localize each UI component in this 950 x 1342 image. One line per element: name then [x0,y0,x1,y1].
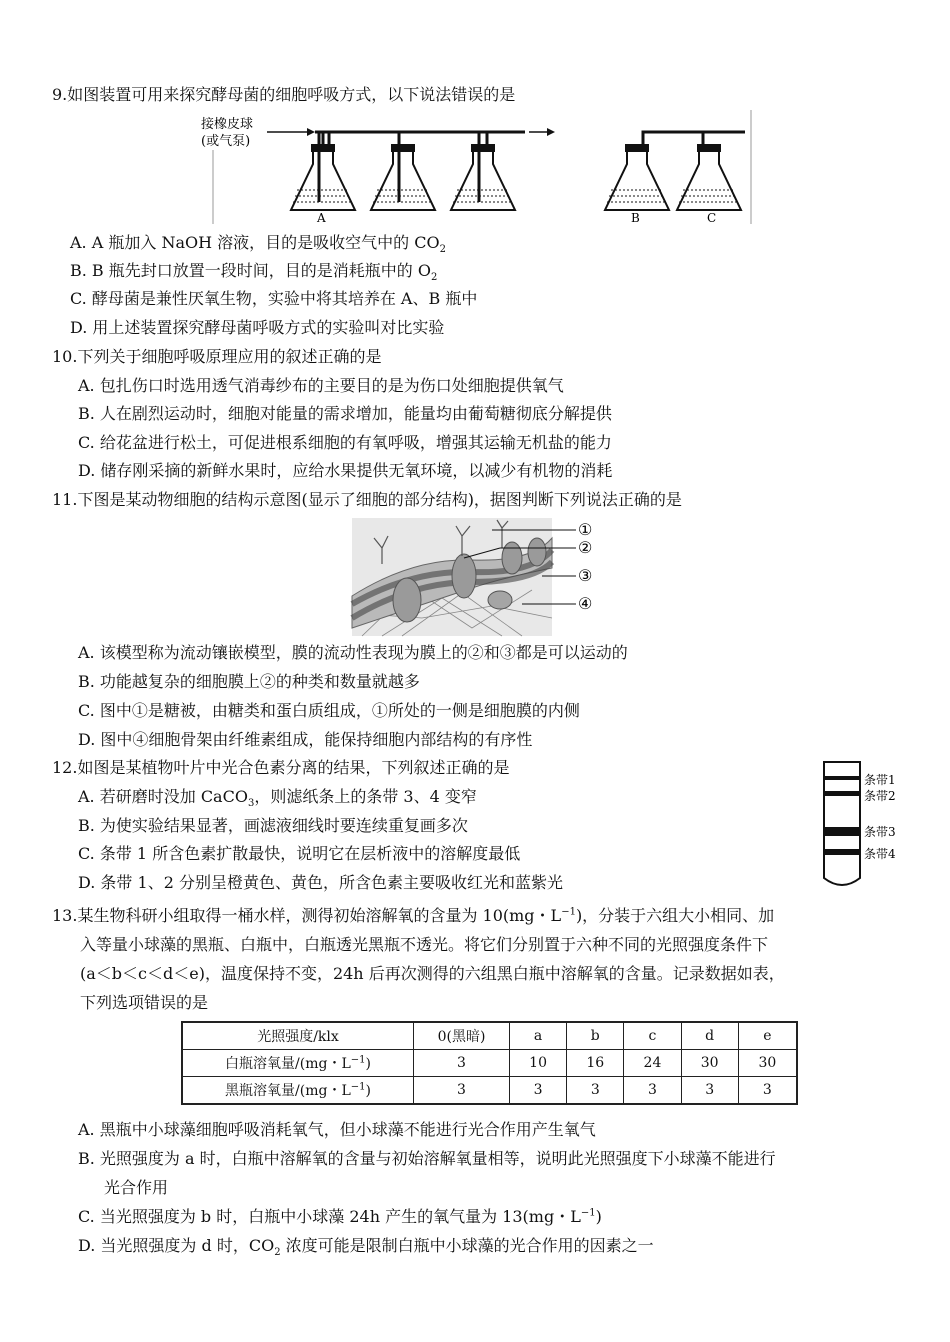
table-cell: 3 [681,1077,738,1105]
table-cell: 3 [510,1077,567,1105]
table-cell: 10 [510,1050,567,1077]
table-cell: 30 [738,1050,797,1077]
band-4 [824,849,860,855]
table-header-row [182,1022,797,1050]
band-1 [824,776,860,780]
band-2-label: 条带2 [864,789,896,803]
band-3-label: 条带3 [864,825,896,839]
q13-stem-line1: 13.某生物科研小组取得一桶水样，测得初始溶解氧的含量为 10(mg・$L^{-1}$)，分装于六组大小相同、加 [52,906,775,925]
q9-option-a: A. A 瓶加入 NaOH 溶液，目的是吸收空气中的 $CO_2$ [70,233,446,256]
q13-option-b-line1: B. 光照强度为 a 时，白瓶中溶解氧的含量与初始溶解氧量相等，说明此光照强度下小球藻不能进行 [78,1149,776,1168]
flask-a2 [371,132,435,210]
band-3 [824,827,860,836]
table-cell: 30 [681,1050,738,1077]
q13-option-c: C. 当光照强度为 b 时，白瓶中小球藻 24h 产生的氧气量为 13(mg・$L^{-1}$) [78,1207,602,1226]
band-1-label: 条带1 [864,773,896,787]
marker-1: ① [578,520,593,539]
row-label: 白瓶溶氧量/(mg・$L^{-1}$) [182,1050,414,1077]
header-cell: d [681,1022,738,1050]
table-cell: 3 [624,1077,681,1105]
flask-b [605,144,669,210]
q10-option-a: A. 包扎伤口时选用透气消毒纱布的主要目的是为伤口处细胞提供氧气 [78,376,564,395]
label-b: B [631,211,640,225]
q12-stem: 12.如图是某植物叶片中光合色素分离的结果，下列叙述正确的是 [52,758,510,777]
q12-option-c: C. 条带 1 所含色素扩散最快，说明它在层析液中的溶解度最低 [78,844,521,863]
q11-option-c: C. 图中①是糖被，由糖类和蛋白质组成，①所处的一侧是细胞膜的内侧 [78,701,580,720]
q13-data-table [181,1021,798,1105]
q11-stem: 11.下图是某动物细胞的结构示意图(显示了细胞的部分结构)，据图判断下列说法正确的是 [52,490,682,509]
q13-option-b-line2: 光合作用 [104,1178,169,1197]
q12-option-d: D. 条带 1、2 分别呈橙黄色、黄色，所含色素主要吸收红光和蓝紫光 [78,873,563,892]
table-cell: 3 [414,1077,510,1105]
q9-option-b: B. B 瓶先封口放置一段时间，目的是消耗瓶中的 $O_2$ [70,261,438,284]
q11-membrane-figure [352,518,602,636]
flask-c [677,144,741,210]
table-cell: 24 [624,1050,681,1077]
flask-a3 [451,132,515,210]
header-cell: c [624,1022,681,1050]
q13-option-d: D. 当光照强度为 d 时，$CO_2$ 浓度可能是限制白瓶中小球藻的光合作用的因素之一 [78,1236,654,1259]
header-cell: b [567,1022,624,1050]
q12-option-b: B. 为使实验结果显著，画滤液细线时要连续重复画多次 [78,816,468,835]
q13-stem-line2: 入等量小球藻的黑瓶、白瓶中，白瓶透光黑瓶不透光。将它们分别置于六种不同的光照强度条件下 [80,935,769,954]
row-label: 黑瓶溶氧量/(mg・$L^{-1}$) [182,1077,414,1105]
q11-option-b: B. 功能越复杂的细胞膜上②的种类和数量就越多 [78,672,420,691]
q13-stem-line3: (a＜b＜c＜d＜e)，温度保持不变，24h 后再次测得的六组黑白瓶中溶解氧的含量。记录数据如表， [80,964,785,983]
q9-option-d: D. 用上述装置探究酵母菌呼吸方式的实验叫对比实验 [70,318,445,337]
marker-4: ④ [578,594,593,613]
q12-option-a: A. 若研磨时没加 CaCO$_3$，则滤纸条上的条带 3、4 变窄 [78,787,477,810]
label-a: A [317,211,326,225]
table-cell: 16 [567,1050,624,1077]
label-pump-2: (或气泵) [201,134,251,149]
table-cell: 3 [414,1050,510,1077]
header-cell: e [738,1022,797,1050]
q9-stem: 9.如图装置可用来探究酵母菌的细胞呼吸方式，以下说法错误的是 [52,85,516,104]
q11-option-d: D. 图中④细胞骨架由纤维素组成，能保持细胞内部结构的有序性 [78,730,533,749]
header-cell: 0(黑暗) [414,1022,510,1050]
q9-option-c: C. 酵母菌是兼性厌氧生物，实验中将其培养在 A、B 瓶中 [70,289,478,308]
q13-stem-line4: 下列选项错误的是 [80,993,209,1012]
table-row [182,1050,797,1077]
q10-option-c: C. 给花盆进行松土，可促进根系细胞的有氧呼吸，增强其运输无机盐的能力 [78,433,612,452]
marker-2: ② [578,538,593,557]
header-cell: 光照强度/klx [182,1022,414,1050]
q10-option-d: D. 储存刚采摘的新鲜水果时，应给水果提供无氧环境，以减少有机物的消耗 [78,461,613,480]
q10-option-b: B. 人在剧烈运动时，细胞对能量的需求增加，能量均由葡萄糖彻底分解提供 [78,404,612,423]
q9-apparatus-figure [195,110,755,228]
label-pump-1: 接橡皮球 [201,117,254,132]
table-row [182,1077,797,1105]
band-2 [824,791,860,796]
q12-chromatography-strip [822,760,932,890]
q13-option-a: A. 黑瓶中小球藻细胞呼吸消耗氧气，但小球藻不能进行光合作用产生氧气 [78,1120,596,1139]
label-c: C [707,211,717,225]
band-4-label: 条带4 [864,847,896,861]
table-cell: 3 [738,1077,797,1105]
marker-3: ③ [578,566,593,585]
header-cell: a [510,1022,567,1050]
q10-stem: 10.下列关于细胞呼吸原理应用的叙述正确的是 [52,347,382,366]
table-cell: 3 [567,1077,624,1105]
q11-option-a: A. 该模型称为流动镶嵌模型，膜的流动性表现为膜上的②和③都是可以运动的 [78,643,628,662]
